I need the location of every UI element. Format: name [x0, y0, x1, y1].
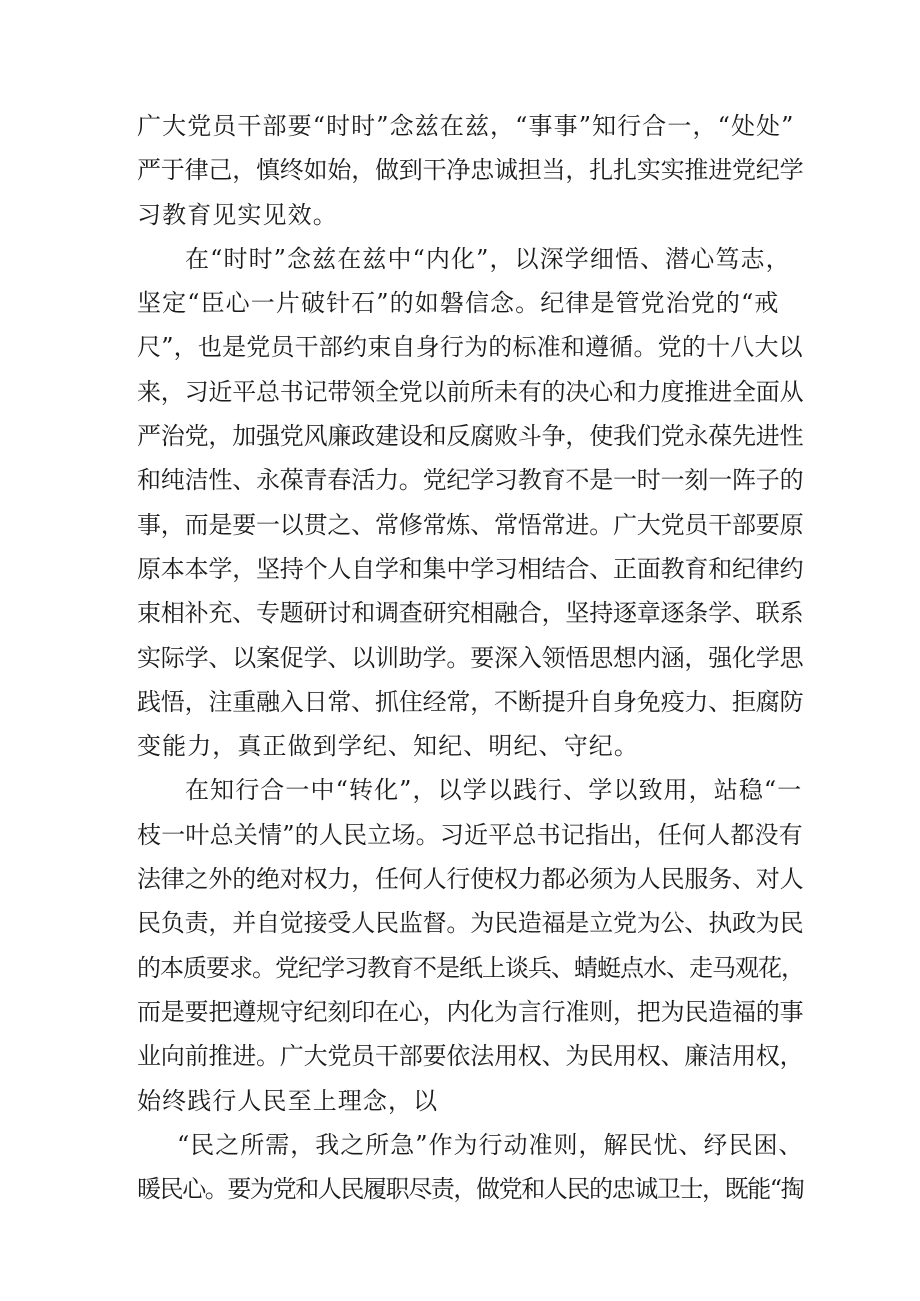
text-line: 和纯洁性、永葆青春活力。党纪学习教育不是一时一刻一阵子的	[137, 466, 804, 495]
text-line: 坚定“臣心一片破针石”的如磐信念。纪律是管党治党的“戒	[137, 289, 780, 318]
text-line: 枝一叶总关情”的人民立场。习近平总书记指出，任何人都没有	[137, 820, 803, 849]
text-line: 事，而是要一以贯之、常修常炼、常悟常进。广大党员干部要原	[137, 510, 804, 539]
text-line: 业向前推进。广大党员干部要依法用权、为民用权、廉洁用权，	[137, 1042, 804, 1071]
text-line: 束相补充、专题研讨和调查研究相融合，坚持逐章逐条学、联系	[137, 599, 804, 628]
text-line: 而是要把遵规守纪刻印在心，内化为言行准则，把为民造福的事	[137, 997, 804, 1026]
text-line: 严于律己，慎终如始，做到干净忠诚担当，扎扎实实推进党纪学	[137, 156, 804, 185]
text-line: 严治党，加强党风廉政建设和反腐败斗争，使我们党永葆先进性	[137, 422, 804, 451]
text-line: “民之所需，我之所急”作为行动准则，解民忧、纾民困、	[177, 1130, 804, 1159]
text-line: 原本本学，坚持个人自学和集中学习相结合、正面教育和纪律约	[137, 554, 804, 583]
text-line: 始终践行人民至上理念，以	[137, 1086, 439, 1115]
body-text	[137, 104, 804, 1211]
text-line: 变能力，真正做到学纪、知纪、明纪、守纪。	[137, 732, 639, 761]
text-line: 实际学、以案促学、以训助学。要深入领悟思想内涵，强化学思	[137, 643, 804, 672]
text-line: 来，习近平总书记带领全党以前所未有的决心和力度推进全面从	[137, 377, 804, 406]
text-line: 在知行合一中“转化”，以学以践行、学以致用，站稳“一	[185, 776, 803, 805]
text-line: 尺”，也是党员干部约束自身行为的标准和遵循。党的十八大以	[137, 333, 803, 362]
text-line: 习教育见实见效。	[137, 200, 338, 229]
text-line: 民负责，并自觉接受人民监督。为民造福是立党为公、执政为民	[137, 909, 804, 938]
text-line: 法律之外的绝对权力，任何人行使权力都必须为人民服务、对人	[137, 865, 804, 894]
text-line: 的本质要求。党纪学习教育不是纸上谈兵、蜻蜓点水、走马观花，	[137, 953, 804, 982]
text-line: 践悟，注重融入日常、抓住经常，不断提升自身免疫力、拒腐防	[137, 687, 804, 716]
text-line: 暖民心。要为党和人民履职尽责，做党和人民的忠诚卫士，既能“掏	[137, 1175, 804, 1204]
text-line: 广大党员干部要“时时”念兹在兹，“事事”知行合一，“处处”	[137, 112, 795, 140]
text-line: 在“时时”念兹在兹中“内化”，以深学细悟、潜心笃志，	[185, 244, 791, 273]
